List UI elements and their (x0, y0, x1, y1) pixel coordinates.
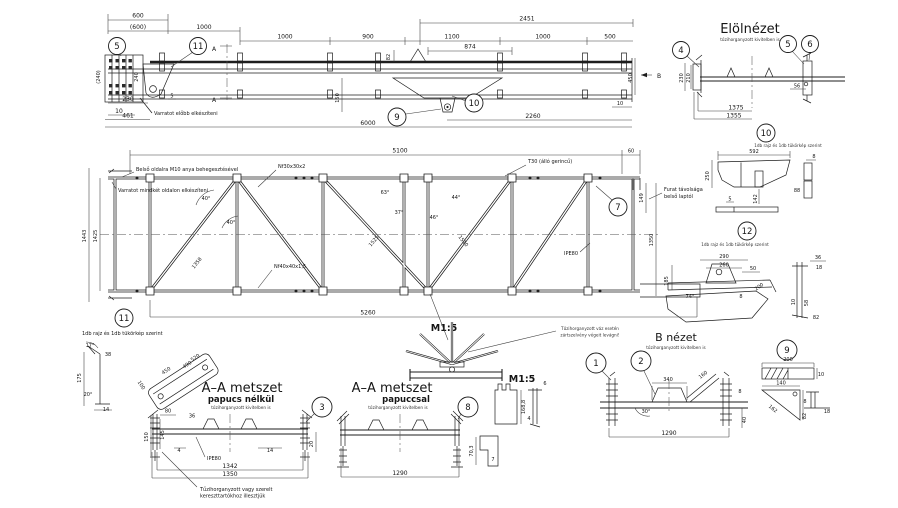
dim-aa1-1342: 1342 (222, 463, 238, 470)
dim-d11-38: 38 (104, 352, 112, 358)
dim-d9-10: 10 (817, 372, 825, 378)
dim-aa2-1290: 1290 (392, 470, 408, 477)
dim-aa1-36: 36 (188, 413, 196, 420)
dim-900: 900 (362, 33, 374, 41)
m15b-linework (480, 384, 542, 466)
detail-10-linework (716, 160, 812, 212)
truss-note-weld: Varratot mindkét oldalon elkészíteni (118, 188, 209, 194)
balloon-10-detail (757, 124, 775, 142)
top-plan-linework (105, 49, 632, 113)
dim-aa1-4: 4 (177, 448, 181, 454)
aa1-linework (148, 410, 312, 461)
dim-aa1-14: 14 (266, 448, 274, 454)
aa1-label-ipe80: IPE80 (207, 456, 222, 462)
dim-d12-18: 18 (815, 265, 823, 271)
detail-11-dimensions (77, 343, 201, 413)
svg-text:11: 11 (192, 42, 204, 52)
section-aa-with-shoe (337, 381, 478, 477)
truss-note-hole-1: Furat távolsága (664, 187, 703, 193)
bview-subtitle: tűzihorganyzott kivitelben is (646, 345, 706, 350)
dim-d12-74: 74° (685, 294, 695, 300)
svg-text:5: 5 (785, 40, 791, 50)
dim-truss-1350: 1350 (649, 233, 655, 247)
dim-5: 5 (170, 93, 174, 100)
m15a-linework (406, 294, 502, 381)
dim-truss-1525: 1525 (367, 234, 381, 249)
angle-40a: 40° (201, 196, 211, 202)
top-plan-dimensions (96, 13, 635, 128)
detail-12-linework (666, 262, 808, 322)
detail-9 (762, 340, 830, 420)
dim-240: 240 (134, 72, 140, 82)
dim-d9-162: 162 (767, 403, 779, 415)
aa2-dimensions (341, 448, 459, 477)
truss-label-t30: T30 (álló gerincű) (528, 159, 573, 165)
dim-d12-36: 36 (814, 255, 822, 261)
dim-truss-149: 149 (639, 193, 645, 203)
svg-text:3: 3 (319, 403, 325, 413)
svg-text:1: 1 (593, 359, 599, 369)
balloon-2 (631, 351, 655, 394)
dim-461: 461 (122, 112, 134, 120)
dim-aa1-145: 145 (160, 430, 166, 440)
dim-d9-8: 8 (803, 399, 807, 405)
balloon-11-truss (115, 309, 133, 327)
detail-10-dimensions (705, 149, 816, 204)
dim-d10-142: 142 (753, 194, 759, 204)
dim-d10-88: 88 (793, 188, 801, 194)
balloon-12 (738, 222, 756, 240)
dim-d12-200: 200 (753, 281, 766, 293)
aa1-subtitle: papucs nélkül (207, 395, 275, 405)
dim-front-56: 56 (793, 83, 801, 90)
detail-12-note: 1db rajz és 1db tükörkép szerint (701, 242, 769, 247)
dim-front-210: 210 (686, 73, 692, 83)
dim-d12-260: 260 (719, 262, 729, 269)
detail-11-note: 1db rajz és 1db tükörkép szerint (82, 331, 163, 337)
detail-10-note: 1db rajz és 1db tükörkép szerint (754, 143, 822, 148)
dim-bview-160: 160 (697, 369, 709, 381)
dim-d11-17: 17° (85, 343, 95, 349)
aa1-title: A–A metszet (201, 381, 283, 396)
dim-m15b-703: 70,3 (469, 445, 475, 457)
truss-note-top: Belső oldalra M10 anya behegesztésével (136, 167, 239, 173)
svg-text:10: 10 (468, 99, 480, 109)
dim-m15b-6: 6 (543, 381, 547, 387)
dim-1000a: 1000 (196, 24, 212, 31)
svg-text:6: 6 (807, 40, 813, 50)
dim-6000: 6000 (360, 120, 376, 127)
dim-truss-5260: 5260 (360, 309, 376, 317)
view-letter-b: B (656, 73, 662, 80)
svg-text:5: 5 (114, 42, 120, 52)
dim-truss-1443: 1443 (82, 229, 88, 243)
top-view-note: Varratot előbb elkészíteni (154, 111, 218, 117)
dim-aa1-150: 150 (144, 432, 150, 442)
dim-d12-290: 290 (719, 254, 729, 260)
dim-truss-5100: 5100 (392, 147, 408, 155)
dim-front-1375: 1375 (728, 104, 744, 112)
bview-linework (600, 369, 748, 426)
angle-40b: 40° (226, 220, 236, 226)
view-b (586, 331, 748, 437)
truss-note-hole-2: belső laptól (664, 194, 693, 200)
dim-82: 82 (386, 53, 392, 61)
detail-m15-parts (469, 374, 547, 466)
dim-truss-60: 60 (627, 148, 635, 155)
dim-d10-5: 5 (728, 196, 732, 203)
balloon-1 (586, 353, 611, 380)
dim-1000c: 1000 (535, 33, 551, 41)
angle-46: 46° (429, 215, 439, 221)
detail-11 (77, 330, 220, 413)
svg-text:2: 2 (638, 357, 644, 367)
dim-d10-8: 8 (812, 154, 816, 160)
aa1-subnote: tűzihorganyzott kivitelben is (211, 405, 271, 410)
section-letter-a-top: A (211, 46, 217, 53)
dim-front-1355: 1355 (726, 112, 742, 120)
m15a-note-line2: zártszelvény végeit levágni! (560, 332, 620, 338)
front-view-linework (693, 53, 845, 108)
view-marker-b (641, 73, 661, 80)
angle-63: 63° (380, 190, 390, 196)
dim-2451: 2451 (519, 15, 535, 23)
svg-text:11: 11 (118, 314, 130, 324)
dim-230: 230 (122, 96, 134, 103)
svg-text:8: 8 (465, 403, 471, 413)
dim-d10-250: 250 (705, 171, 711, 181)
dim-truss-1510: 1510 (456, 234, 470, 249)
balloon-9-top (388, 108, 441, 126)
dim-d12-10: 10 (791, 298, 797, 306)
balloon-5-front (780, 36, 805, 65)
balloon-10-top (452, 94, 483, 112)
angle-bview-30: 30° (641, 409, 651, 415)
detail-12 (664, 222, 826, 322)
m15a-note-line1: Tűzihorganyzott váz esetén (561, 326, 619, 331)
svg-text:4: 4 (678, 46, 684, 56)
dim-500: 500 (604, 33, 616, 41)
dim-1000b: 1000 (277, 33, 293, 41)
dim-d9-18: 18 (823, 409, 831, 415)
aa2-title: A–A metszet (351, 381, 433, 396)
dim-10-left: 10 (115, 108, 123, 115)
angle-37: 37° (394, 210, 404, 216)
dim-aa1-80: 80 (164, 408, 172, 415)
dim-874: 874 (464, 43, 476, 51)
section-letter-a-bottom: A (211, 97, 217, 104)
dim-m15b-1688: 168,8 (521, 399, 527, 415)
detail-10 (705, 124, 822, 212)
dim-450: 450 (628, 73, 634, 83)
aa2-linework (337, 411, 463, 467)
dim-150: 150 (335, 93, 341, 103)
dim-bview-340: 340 (663, 377, 673, 383)
dim-d11-14: 14 (102, 407, 110, 413)
truss-label-ipe80: IPE80 (564, 251, 579, 257)
m15a-title: M1:5 (430, 323, 458, 334)
dim-600: 600 (132, 12, 144, 20)
balloon-3 (306, 397, 332, 422)
dim-d12-8: 8 (739, 294, 743, 300)
dim-aa1-1350: 1350 (222, 471, 238, 478)
dim-front-230: 230 (679, 73, 685, 83)
bview-dimensions (609, 370, 748, 437)
svg-text:12: 12 (741, 227, 753, 237)
dim-m15b-7: 7 (491, 457, 495, 463)
svg-text:7: 7 (615, 203, 621, 213)
truss-label-sq30: Nf30x30x2 (278, 164, 306, 170)
dim-d10-592: 592 (749, 149, 759, 155)
m15b-title: M1:5 (508, 374, 536, 385)
dim-d12-185: 185 (664, 276, 670, 286)
dim-truss-1425: 1425 (93, 229, 99, 243)
dim-bview-1290: 1290 (661, 430, 677, 437)
dim-aa1-20: 20 (309, 440, 315, 448)
dim-d12-82: 82 (812, 315, 820, 321)
svg-text:9: 9 (394, 113, 400, 123)
svg-text:9: 9 (784, 346, 790, 356)
dim-2260: 2260 (525, 113, 541, 120)
dim-truss-1358: 1358 (190, 256, 204, 271)
dim-d11-490: 490 (181, 360, 194, 371)
dim-d9-82: 82 (802, 412, 808, 420)
dim-10-right: 10 (616, 101, 624, 107)
dim-m15b-4: 4 (527, 416, 531, 422)
dim-d11-175: 175 (77, 373, 83, 383)
dim-d9-200: 200 (783, 357, 793, 363)
front-view-subtitle: tűzihorganyzott kivitelben is (720, 37, 780, 42)
detail-9-dimensions (762, 357, 830, 420)
dim-d11-450: 450 (160, 366, 173, 377)
truss-elevation (82, 148, 703, 328)
front-view-title: Elölnézet (720, 22, 780, 37)
dim-d11-20: 20° (83, 392, 93, 398)
front-view-dimensions (679, 63, 806, 120)
top-plan-cleats (160, 53, 627, 98)
aa2-subnote: tűzihorganyzott kivitelben is (368, 405, 428, 410)
svg-text:10: 10 (760, 129, 772, 139)
m15b-dimensions (469, 381, 547, 465)
balloon-5-top (109, 38, 126, 57)
dim-d11-520: 520 (189, 353, 202, 364)
dim-240p: (240) (96, 70, 102, 84)
dim-d11-100: 100 (135, 379, 146, 392)
dim-d9-140: 140 (776, 380, 786, 387)
truss-label-sq40: Nf40x40x1,5 (274, 264, 307, 270)
dim-600p: (600) (129, 24, 147, 31)
angle-44: 44° (451, 195, 461, 201)
bview-title: B nézet (655, 331, 697, 344)
dim-bview-40: 40 (742, 416, 748, 424)
dim-d12-50: 50 (749, 266, 757, 272)
balloon-4 (673, 42, 700, 68)
section-aa-without-shoe (144, 381, 332, 500)
dim-bview-8: 8 (738, 389, 742, 395)
dim-d12-58: 58 (804, 299, 810, 307)
dim-1100: 1100 (444, 33, 460, 41)
aa1-note-line1: Tűzihorganyzott vagy szerelt (200, 487, 273, 493)
front-view (673, 22, 846, 120)
top-plan-view (96, 13, 661, 128)
aa2-subtitle: papuccsal (382, 395, 430, 405)
aa1-note-line2: kereszttartókhoz illesztjük (200, 493, 266, 500)
balloon-7 (596, 186, 627, 216)
balloon-8 (458, 397, 478, 419)
